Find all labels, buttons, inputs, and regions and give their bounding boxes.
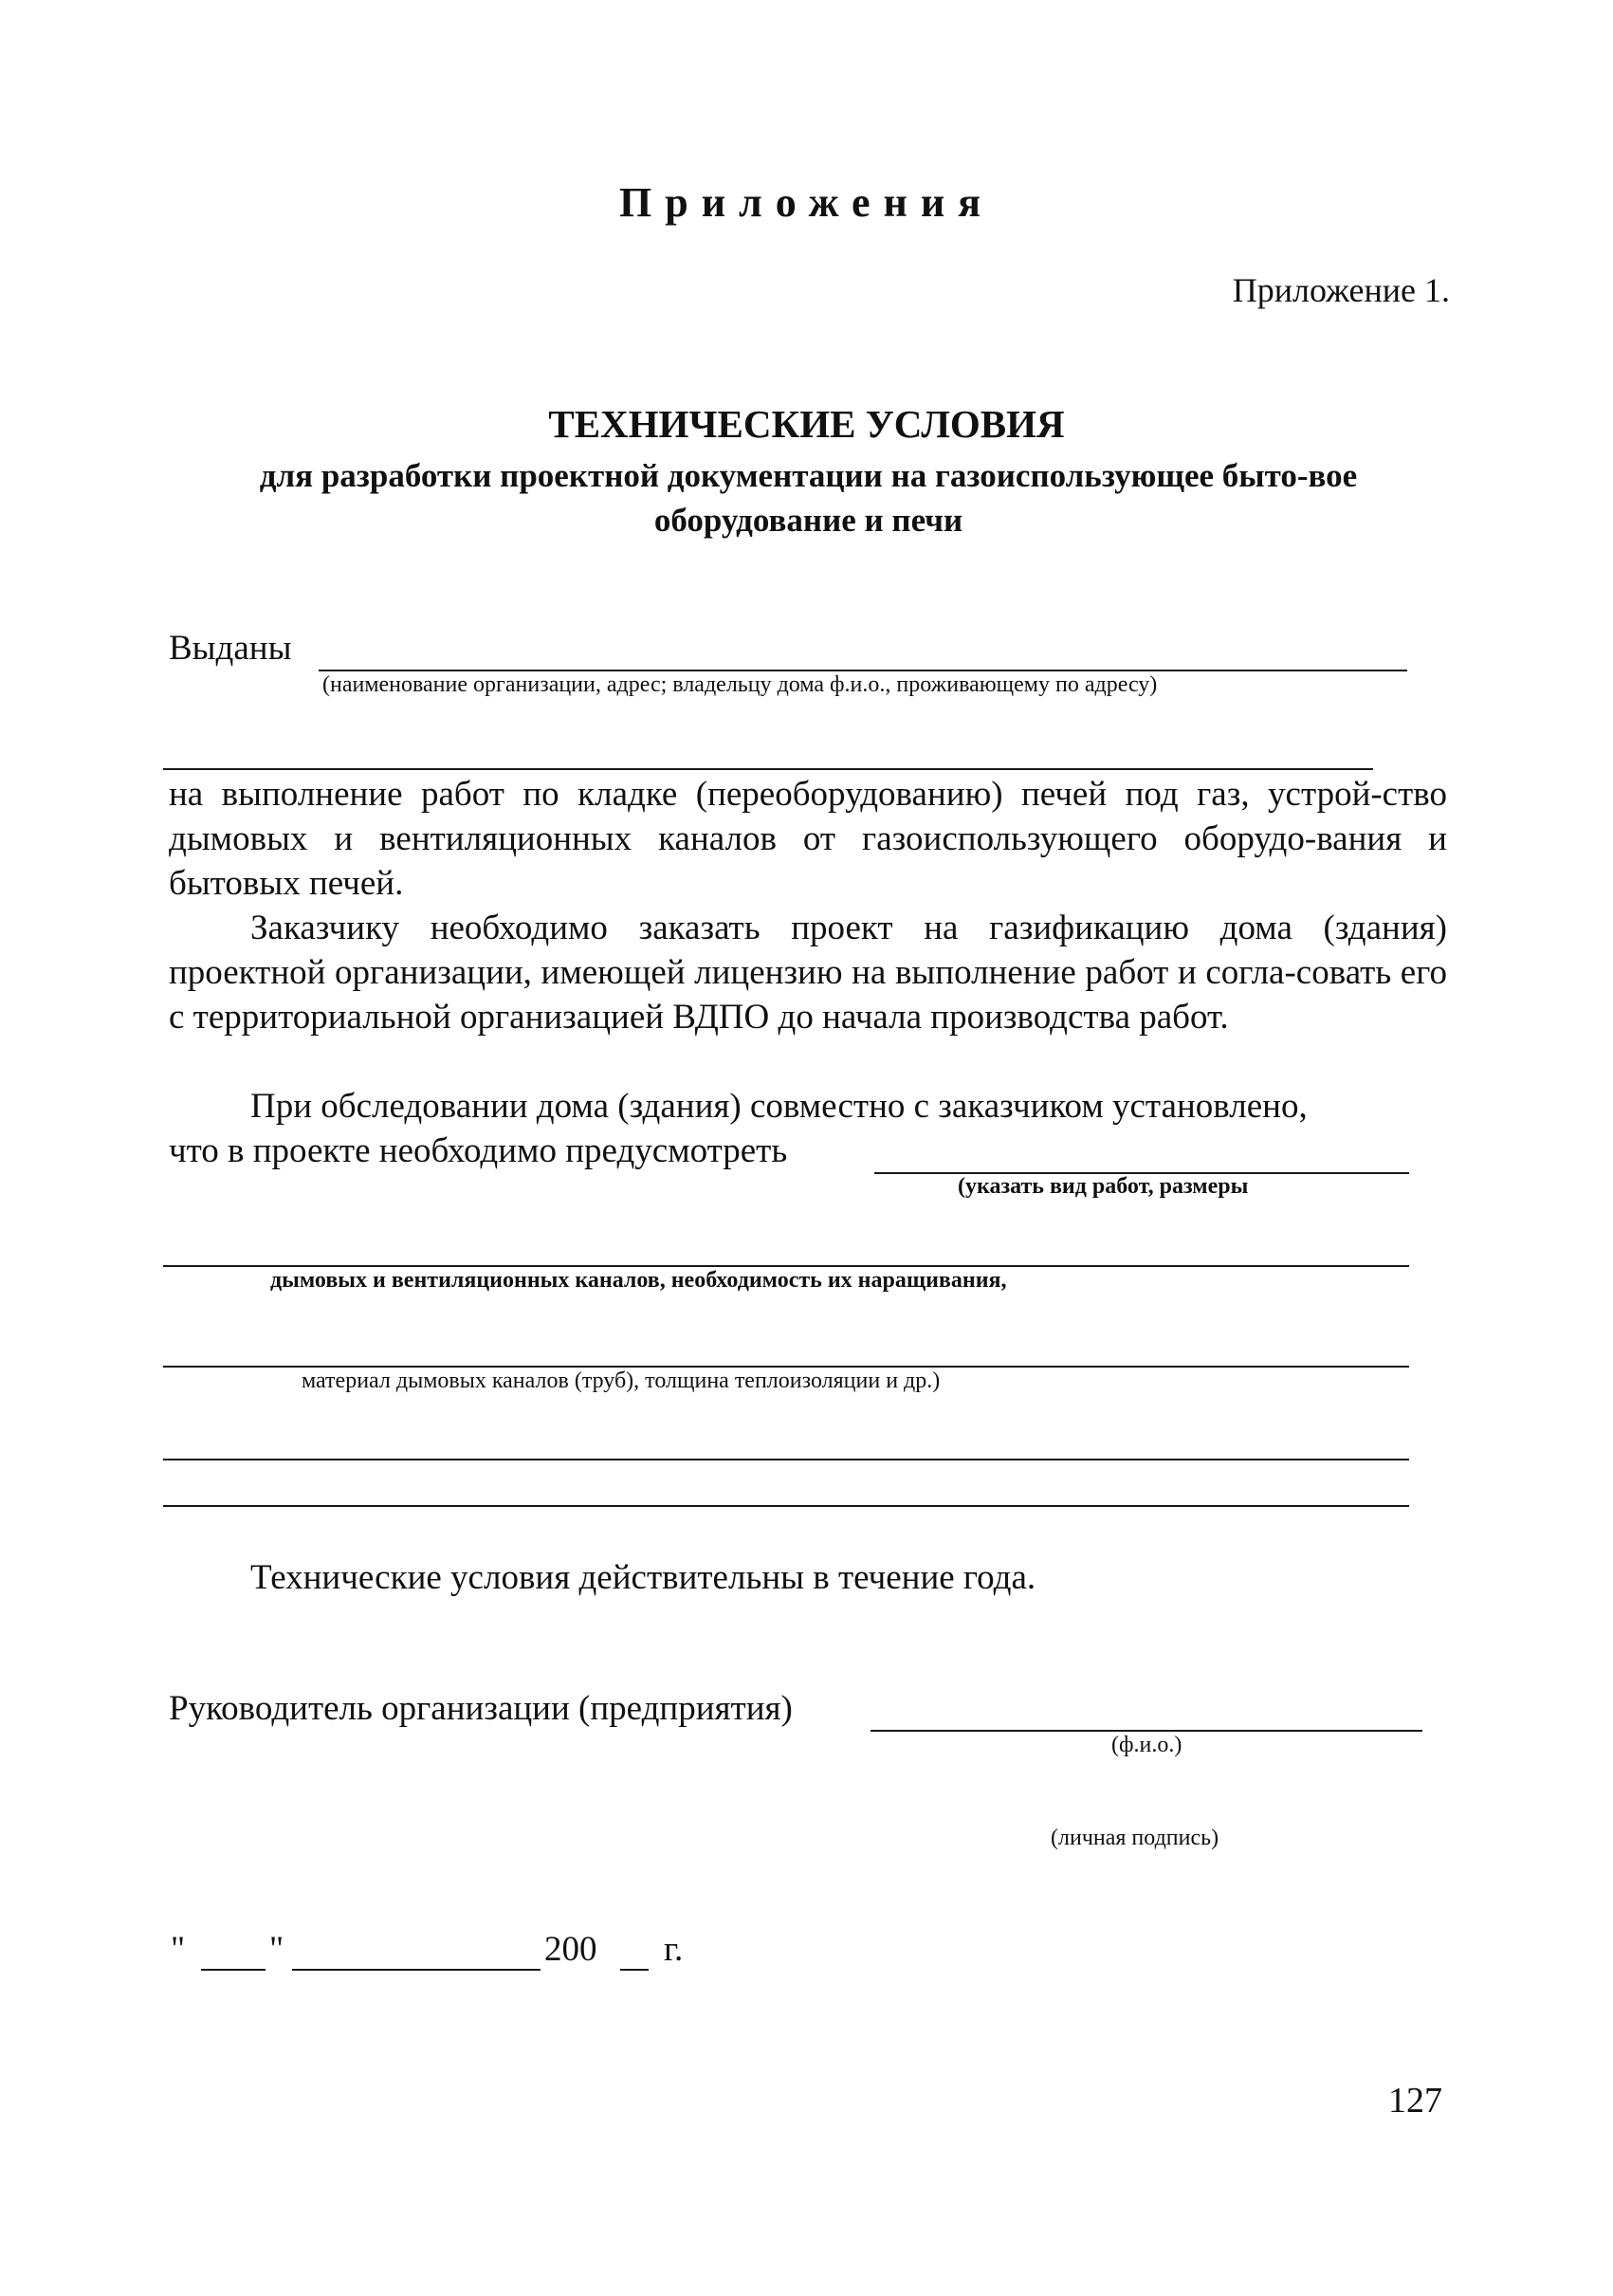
extra-field-line-1[interactable] [163,1459,1409,1460]
validity-note: Технические условия действительны в течение года. [250,1558,1036,1597]
extra-field-line-2[interactable] [163,1505,1409,1507]
issued-field-line-2[interactable] [163,768,1373,770]
year-prefix: 200 [544,1930,597,1969]
month-field-line[interactable] [292,1969,541,1971]
head-label: Руководитель организации (предприятия) [169,1689,793,1728]
date-close-quote: " [269,1930,284,1969]
paragraph-survey: При обследовании дома (здания) совместно с заказчиком установлено, [250,1087,1308,1126]
channels-caption: дымовых и вентиляционных каналов, необходимость их наращивания, [270,1268,1007,1293]
appendix-label: Приложение 1. [1232,271,1450,309]
document-subtitle: для разработки проектной документации на газоиспользующее быто-вое оборудование и печи [259,457,1358,539]
page-number: 127 [1388,2081,1442,2121]
section-heading: Приложения [619,179,994,226]
material-caption: материал дымовых каналов (труб), толщина теплоизоляции и др.) [302,1368,941,1393]
paragraph-works: на выполнение работ по кладке (переоборудованию) печей под газ, устрой-ство дымовых и вентиляционных каналов от газоиспользующего оборудо-вания и бытовых печей. [169,775,1447,903]
document-title: ТЕХНИЧЕСКИЕ УСЛОВИЯ [548,402,1065,446]
fio-caption: (ф.и.о.) [1111,1733,1182,1757]
day-field-line[interactable] [201,1969,266,1971]
provision-line: что в проекте необходимо предусмотреть [169,1131,788,1170]
provision-caption: (указать вид работ, размеры [958,1174,1249,1199]
year-field-line[interactable] [620,1969,649,1971]
channels-field-line[interactable] [163,1265,1409,1267]
signature-caption: (личная подпись) [1051,1826,1219,1850]
material-field-line[interactable] [163,1366,1409,1368]
head-field-line[interactable] [871,1730,1422,1732]
issued-label: Выданы [169,629,292,668]
issued-caption: (наименование организации, адрес; владельцу дома ф.и.о., проживающему по адресу) [322,672,1158,697]
year-suffix: г. [664,1930,684,1969]
date-open-quote: " [171,1930,186,1969]
paragraph-customer: Заказчику необходимо заказать проект на газификацию дома (здания) проектной организации, имеющей лицензию на выполнение работ и согла-совать его с территориальной организацией ВДПО до начала производства работ. [169,909,1447,1037]
issued-field-line[interactable] [319,670,1407,671]
